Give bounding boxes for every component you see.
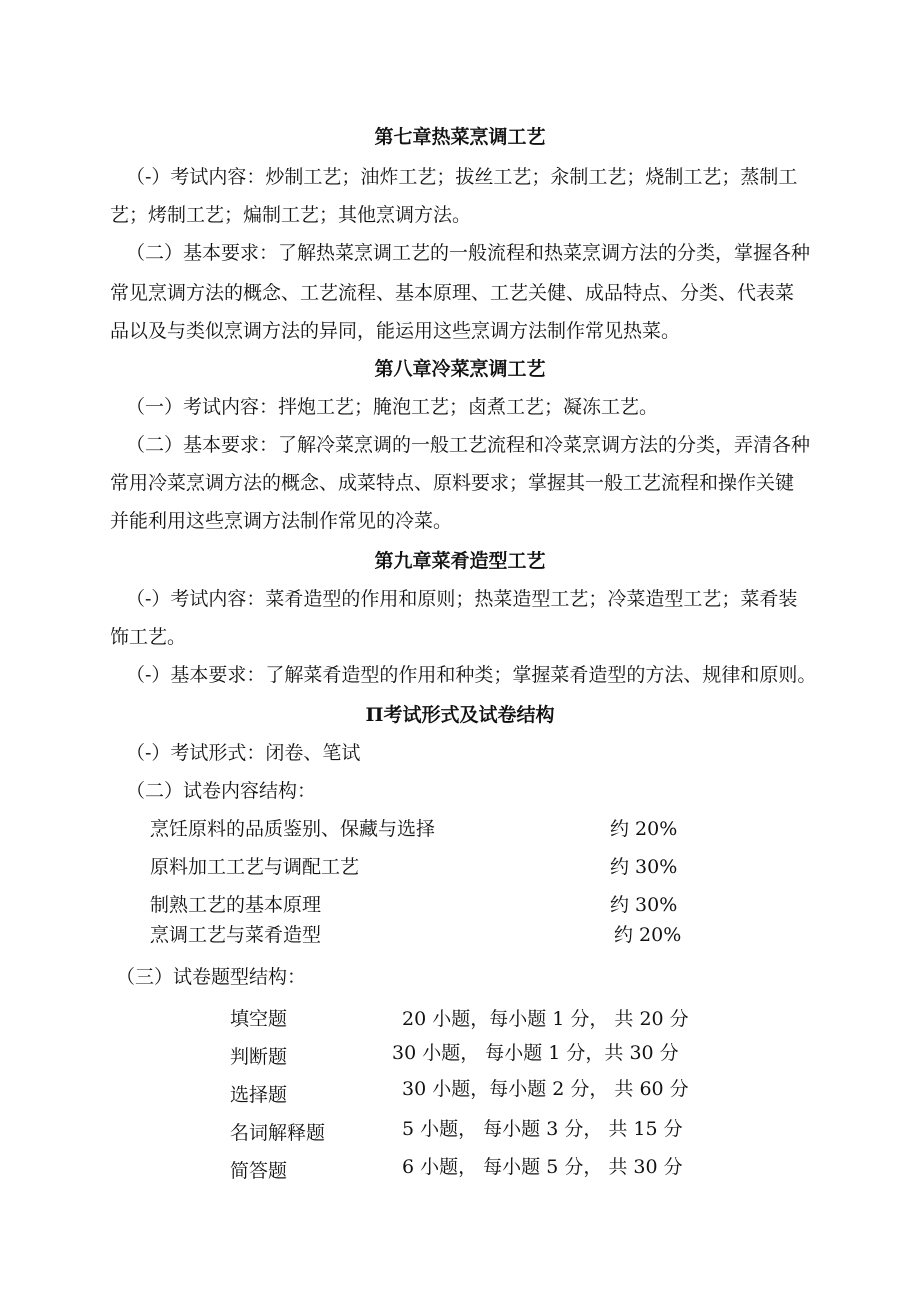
content-item-value: 约 20%	[614, 924, 682, 946]
chapter-9-req: （-）基本要求：了解菜肴造型的作用和种类；掌握菜肴造型的方法、规律和原则。	[126, 664, 817, 686]
type-item-value: 6 小题， 每小题 5 分， 共 30 分	[402, 1156, 683, 1178]
chapter-8-content: （一）考试内容：拌炮工艺；腌泡工艺；卤煮工艺；凝冻工艺。	[126, 396, 659, 418]
chapter-8-req-line-1: （二）基本要求：了解冷菜烹调的一般工艺流程和冷菜烹调方法的分类，弄清各种	[126, 434, 811, 456]
content-item-label: 烹调工艺与菜肴造型	[150, 924, 322, 946]
chapter-7-content-line-2: 艺；烤制工艺；煸制工艺；其他烹调方法。	[110, 204, 472, 226]
type-item-label: 判断题	[230, 1046, 288, 1068]
type-item-value: 30 小题，每小题 2 分， 共 60 分	[402, 1078, 689, 1100]
type-item-value: 20 小题，每小题 1 分， 共 20 分	[402, 1008, 689, 1030]
chapter-9-content-line-2: 饰工艺。	[110, 626, 187, 648]
content-item-label: 制熟工艺的基本原理	[150, 894, 322, 916]
type-item-label: 选择题	[230, 1084, 288, 1106]
chapter-7-req-line-1: （二）基本要求：了解热菜烹调工艺的一般流程和热菜烹调方法的分类，掌握各种	[126, 242, 811, 264]
content-item-label: 原料加工工艺与调配工艺	[150, 856, 360, 878]
chapter-8-req-line-2: 常用冷菜烹调方法的概念、成菜特点、原料要求；掌握其一般工艺流程和操作关键	[110, 472, 795, 494]
chapter-7-req-line-2: 常见烹调方法的概念、工艺流程、基本原理、工艺关健、成品特点、分类、代表菜	[110, 282, 795, 304]
chapter-7-req-line-3: 品以及与类似烹调方法的异同，能运用这些烹调方法制作常见热菜。	[110, 320, 681, 342]
chapter-8-title: 第八章冷菜烹调工艺	[374, 358, 546, 380]
type-item-label: 简答题	[230, 1160, 288, 1182]
exam-form: （-）考试形式：闭卷、笔试	[126, 742, 361, 764]
exam-content-title: （二）试卷内容结构：	[126, 780, 317, 802]
content-item-label: 烹饪原料的品质鉴别、保藏与选择	[150, 818, 436, 840]
exam-type-title: （三）试卷题型结构：	[116, 966, 307, 988]
exam-section-title: Π考试形式及试卷结构	[365, 704, 555, 726]
type-item-value: 5 小题， 每小题 3 分， 共 15 分	[402, 1118, 683, 1140]
chapter-7-title: 第七章热菜烹调工艺	[374, 126, 546, 148]
content-item-value: 约 30%	[610, 894, 678, 916]
chapter-9-title: 第九章菜肴造型工艺	[374, 550, 546, 572]
chapter-7-content-line-1: （-）考试内容：炒制工艺；油炸工艺；拔丝工艺；汆制工艺；烧制工艺；蒸制工	[126, 166, 798, 188]
chapter-9-content-line-1: （-）考试内容：菜肴造型的作用和原则；热菜造型工艺；冷菜造型工艺；菜肴装	[126, 588, 798, 610]
type-item-label: 名词解释题	[230, 1122, 326, 1144]
content-item-value: 约 30%	[610, 856, 678, 878]
content-item-value: 约 20%	[610, 818, 678, 840]
type-item-label: 填空题	[230, 1008, 288, 1030]
type-item-value: 30 小题， 每小题 1 分，共 30 分	[392, 1042, 679, 1064]
chapter-8-req-line-3: 并能利用这些烹调方法制作常见的冷菜。	[110, 510, 453, 532]
